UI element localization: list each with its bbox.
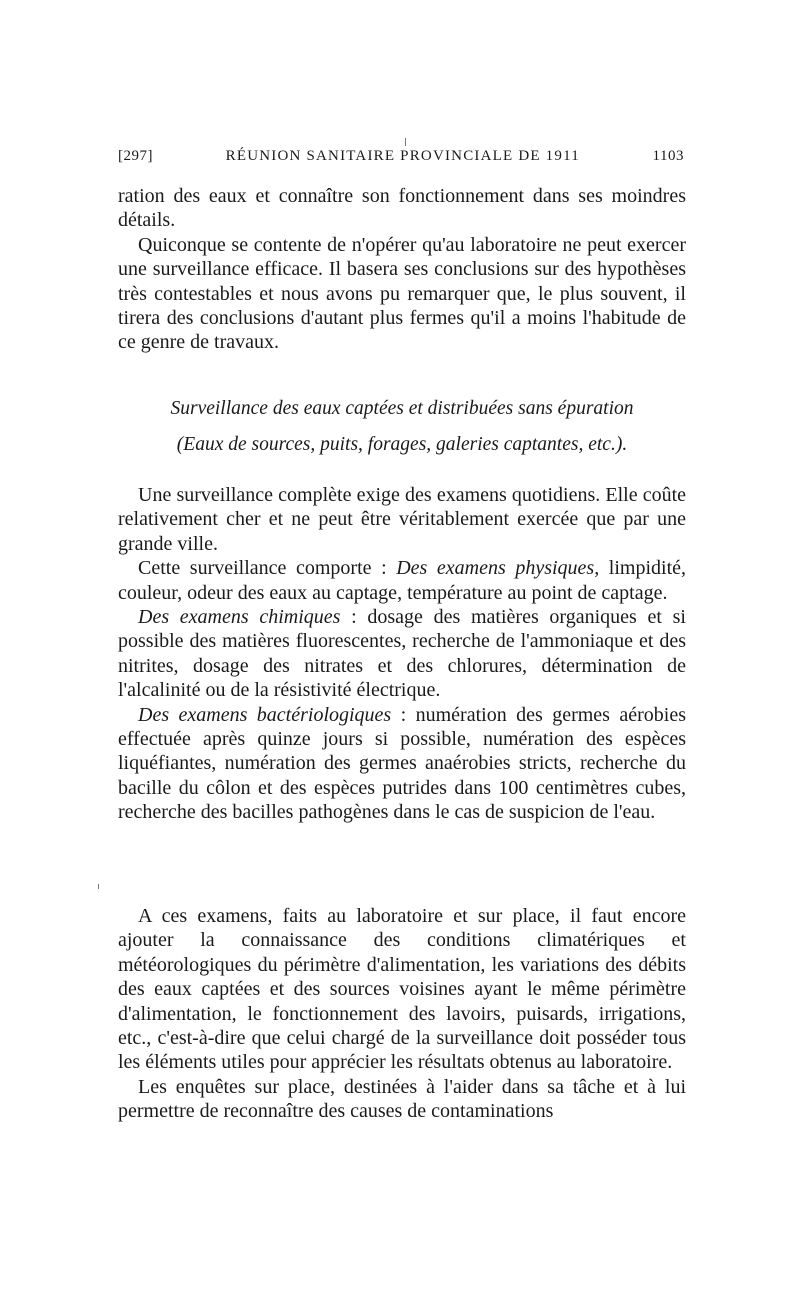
body-paragraph-3 [118,605,686,703]
closing-paragraph-2: Les enquêtes sur place, destinées à l'aider dans sa tâche et à lui permettre de reconnaître des causes de contaminations [118,1075,686,1123]
body-paragraph-1: Une surveillance complète exige des examens quotidiens. Elle coûte relativement cher et ne peut être véritablement exercée que par une grande ville. [118,484,686,555]
scan-speck [405,138,406,146]
body-block [118,483,686,825]
body-paragraph-4 [118,703,686,825]
header-title: RÉUNION SANITAIRE PROVINCIALE DE 1911 [225,148,580,164]
bacteriological-exams-term: Des examens bactériologiques [138,703,392,726]
page-number: 1103 [652,148,684,164]
header-left-ref: [297] [118,148,153,164]
intro-paragraph-1: ration des eaux et connaître son fonctionnement dans ses moindres détails. [118,185,686,232]
body-paragraph-2-lead: Cette surveillance comporte : [138,557,397,580]
section-heading: Surveillance des eaux captées et distribuées sans épuration [170,398,634,419]
chemical-exams-term: Des examens chimiques [138,606,341,629]
intro-block [118,184,686,355]
body-paragraph-3-rest: : dosage des matières organiques et si possible des matières fluorescentes, recherche de l'ammoniaque et des nitrites, dosage des nitrates et des chlorures, détermination de l'alcalinité ou de la résistivité électrique. [118,606,686,702]
intro-paragraph-2: Quiconque se contente de n'opérer qu'au laboratoire ne peut exercer une surveillance efficace. Il basera ses conclusions sur des hypothèses très contestables et nous avons pu remarquer que, le plus souvent, il tirera des conclusions d'autant plus fermes qu'il a moins l'habitude de ce genre de travaux. [118,233,686,354]
closing-paragraph-1: A ces examens, faits au laboratoire et sur place, il faut encore ajouter la connaissance des conditions climatériques et météorologiques du périmètre d'alimentation, les variations des débits des eaux captées et des sources voisines ayant le même périmètre d'alimentation, le fonctionnement des lavoirs, puisards, irrigations, etc., c'est-à-dire que celui chargé de la surveillance doit posséder tous les éléments utiles pour apprécier les résultats obtenus au laboratoire. [118,905,686,1074]
running-header [118,148,684,165]
body-paragraph-4-rest: : numération des germes aérobies effectuée après quinze jours si possible, numération des espèces liquéfiantes, numération des germes anaérobies stricts, recherche du bacille du côlon et des espèces putrides dans 100 centimètres cubes, recherche des bacilles pathogènes dans le cas de suspicion de l'eau. [118,703,687,824]
physical-exams-term: Des examens physiques [396,557,595,580]
body-paragraph-2-rest: , limpidité, couleur, odeur des eaux au captage, température au point de captage. [118,557,687,604]
body-paragraph-2 [118,556,686,605]
closing-block [118,904,686,1124]
section-subheading: (Eaux de sources, puits, forages, galeries captantes, etc.). [176,434,628,455]
scan-speck [98,884,99,889]
